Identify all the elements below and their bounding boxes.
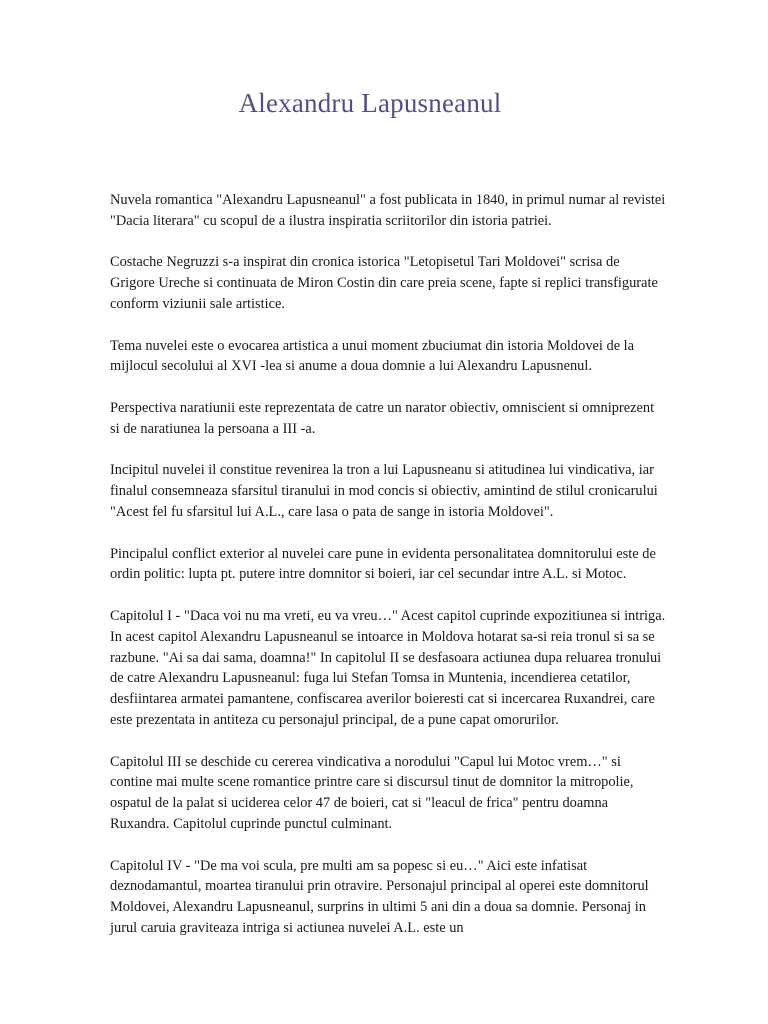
document-body [110,190,666,959]
paragraph: Perspectiva naratiunii este reprezentata de catre un narator obiectiv, omniscient si omniprezent si de naratiunea la persoana a III -a. [110,399,655,437]
paragraph: Incipitul nuvelei il constitue revenirea la tron a lui Lapusneanu si atitudinea lui vindicativa, iar finalul consemneaza sfarsitul tiranului in mod concis si obiectiv, amintind de stilul cronicarului "Acest fel fu sfarsitul lui A.L., care lasa o pata de sange in istoria Moldovei". [110,462,658,520]
paragraph: Nuvela romantica "Alexandru Lapusneanul" a fost publicata in 1840, in primul numar al revistei "Dacia literara" cu scopul de a ilustra inspiratia scriitorilor din istoria patriei. [110,192,666,229]
paragraph: Capitolul IV - "De ma voi scula, pre multi am sa popesc si eu…" Aici este infatisat deznodamantul, moartea tiranului prin otravire. Personajul principal al operei este domnitorul Moldovei, Alexandru Lapusneanul, surprins in ultimi 5 ani din a doua sa domnie. Personaj in jurul caruia graviteaza intriga si actiunea nuvelei A.L. este un [110,857,649,936]
document-title: Alexandru Lapusneanul [238,88,502,118]
paragraph: Pincipalul conflict exterior al nuvelei care pune in evidenta personalitatea domnitorului este de ordin politic: lupta pt. putere intre domnitor si boieri, iar cel secundar intre A.L. si Motoc. [110,545,656,583]
paragraph: Tema nuvelei este o evocarea artistica a unui moment zbuciumat din istoria Moldovei de la mijlocul secolului al XVI -lea si anume a doua domnie a lui Alexandru Lapusnenul. [110,337,635,375]
paragraph: Costache Negruzzi s-a inspirat din cronica istorica "Letopisetul Tari Moldovei" scrisa de Grigore Ureche si continuata de Miron Costin din care preia scene, fapte si replici transfigurate conform viziunii sale artistice. [110,254,658,312]
paragraph: Capitolul I - "Daca voi nu ma vreti, eu va vreu…" Acest capitol cuprinde expozitiunea si intriga. In acest capitol Alexandru Lapusneanul se intoarce in Moldova hotarat sa-si reia tronul si sa se razbune. "Ai sa dai sama, doamna!" In capitolul II se desfasoara actiunea dupa reluarea tronului de catre Alexandru Lapusneanul: fuga lui Stefan Tomsa in Muntenia, incendierea cetatilor, desfiintarea armatei pamantene, confiscarea averilor boieresti cat si incercarea Ruxandrei, care este prezentata in antiteza cu personajul principal, de a pune capat omorurilor. [110,607,666,728]
paragraph: Capitolul III se deschide cu cererea vindicativa a norodului "Capul lui Motoc vrem…" si contine mai multe scene romantice printre care si discursul tinut de domnitor la mitropolie, ospatul de la palat si uciderea celor 47 de boieri, cat si "leacul de frica" pentru doamna Ruxandra. Capitolul cuprinde punctul culminant. [110,753,634,832]
